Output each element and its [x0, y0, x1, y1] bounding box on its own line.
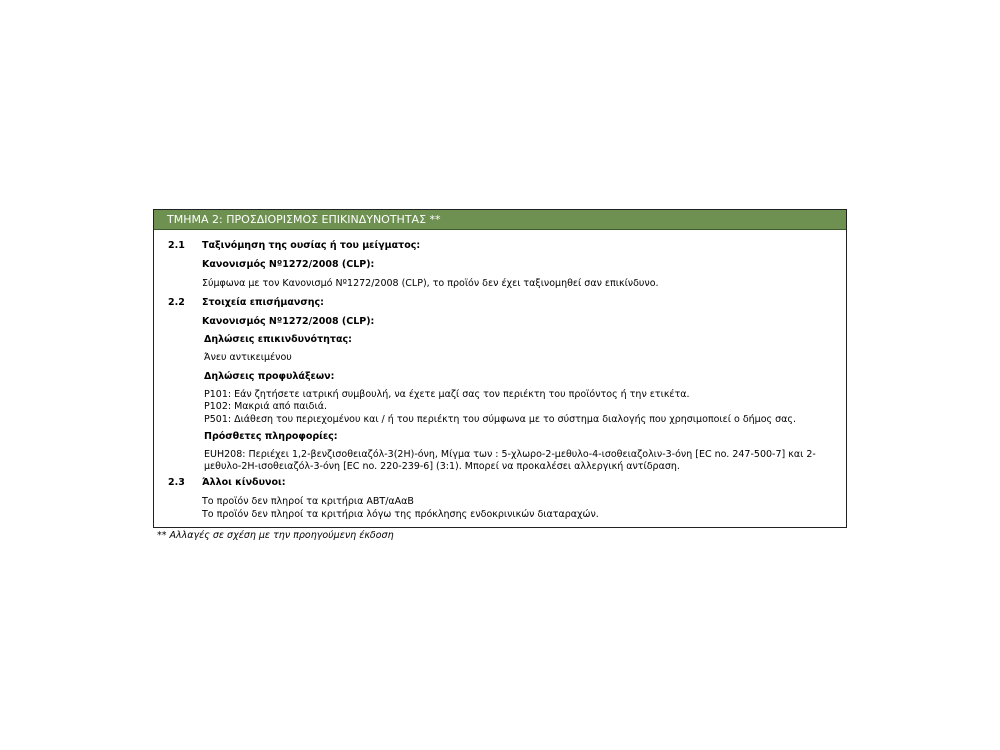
section-title: ΤΜΗΜΑ 2: ΠΡΟΣΔΙΟΡΙΣΜΟΣ ΕΠΙΚΙΝΔΥΝΟΤΗΤΑΣ **	[154, 210, 846, 230]
subsection-heading: Ταξινόμηση της ουσίας ή του μείγματος:	[202, 240, 421, 251]
section-2-box	[153, 209, 847, 528]
regulation-label: Κανονισμός Nº1272/2008 (CLP):	[202, 316, 375, 327]
precaution-p501: P501: Διάθεση του περιεχομένου και / ή του περιέκτη του σύμφωνα με το σύστημα διαλογής που χρησιμοποιεί ο δήμος σας.	[204, 414, 796, 425]
subsection-number: 2.1	[168, 240, 185, 251]
additional-info-heading: Πρόσθετες πληροφορίες:	[204, 431, 338, 442]
regulation-label: Κανονισμός Nº1272/2008 (CLP):	[202, 259, 375, 270]
subsection-number: 2.3	[168, 477, 185, 488]
classification-text: Σύμφωνα με τον Κανονισμό Nº1272/2008 (CLP), το προϊόν δεν έχει ταξινομηθεί σαν επικίνδυνο.	[202, 278, 659, 289]
other-hazards-text-2: Το προϊόν δεν πληροί τα κριτήρια λόγω της πρόκλησης ενδοκρινικών διαταραχών.	[202, 509, 599, 520]
precautionary-statements-heading: Δηλώσεις προφυλάξεων:	[204, 371, 335, 382]
precaution-p101: P101: Εάν ζητήσετε ιατρική συμβουλή, να έχετε μαζί σας τον περιέκτη του προϊόντος ή την ετικέτα.	[204, 389, 690, 400]
subsection-number: 2.2	[168, 297, 185, 308]
subsection-heading: Στοιχεία επισήμανσης:	[202, 297, 324, 308]
subsection-heading: Άλλοι κίνδυνοι:	[202, 477, 286, 488]
euh208-line-2: μεθυλο-2H-ισοθειαζόλ-3-όνη [EC no. 220-239-6] (3:1). Μπορεί να προκαλέσει αλλεργική αντίδραση.	[204, 461, 680, 472]
hazard-statements-heading: Δηλώσεις επικινδυνότητας:	[204, 334, 352, 345]
precaution-p102: P102: Μακριά από παιδιά.	[204, 401, 327, 412]
changes-footnote: ** Αλλαγές σε σχέση με την προηγούμενη έκδοση	[157, 530, 394, 541]
other-hazards-text-1: Το προϊόν δεν πληροί τα κριτήρια ΑΒΤ/αΑαΒ	[202, 496, 414, 507]
hazard-statements-text: Άνευ αντικειμένου	[204, 352, 292, 363]
euh208-line-1: EUH208: Περιέχει 1,2-βενζισοθειαζόλ-3(2H)-όνη, Μίγμα των : 5-χλωρο-2-μεθυλο-4-ισοθειαζολιν-3-όνη [EC no. 247-500-7] και 2-	[204, 449, 816, 460]
